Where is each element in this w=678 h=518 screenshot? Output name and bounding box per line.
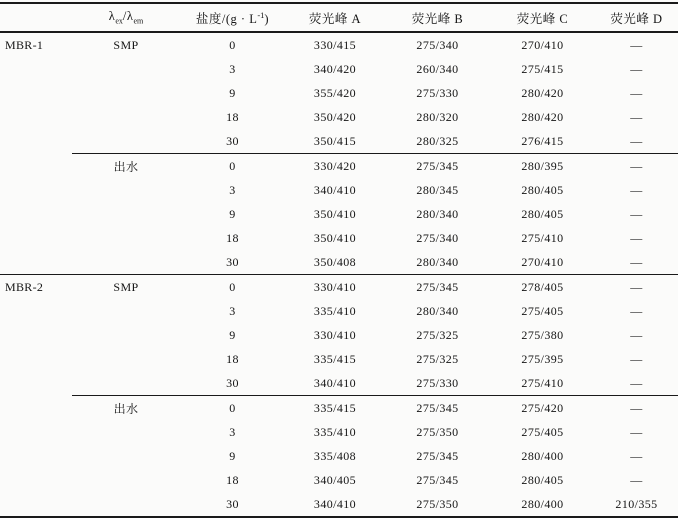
- cell-source: [72, 420, 180, 444]
- cell-peak-b: 275/345: [416, 448, 459, 463]
- table-row: [0, 347, 678, 371]
- cell-salinity: 0: [180, 396, 285, 421]
- fluorescence-peaks-table: [0, 2, 678, 518]
- cell-sample: [0, 444, 72, 468]
- cell-salinity: 30: [226, 254, 239, 269]
- table-row: [0, 396, 678, 421]
- header-sample: [0, 3, 72, 32]
- cell-peak-b: 275/325: [416, 327, 459, 342]
- header-lambda-ex-em: $\lambda_{ex}/\lambda_{em}$: [72, 3, 180, 32]
- cell-salinity: 9: [229, 327, 236, 342]
- cell-salinity: 9: [229, 206, 236, 221]
- cell-peak-c: 275/395: [521, 351, 564, 366]
- table-row: [0, 250, 678, 275]
- cell-sample: [0, 226, 72, 250]
- table-row: [0, 371, 678, 396]
- cell-peak-b: 275/325: [416, 351, 459, 366]
- cell-peak-a: 350/420: [313, 109, 357, 124]
- cell-peak-a: 350/410: [313, 206, 357, 221]
- table-row: [0, 105, 678, 129]
- header-salinity: 盐度$/(g \cdot L^{-1})$: [180, 3, 285, 32]
- table-header: [0, 3, 678, 32]
- table-row: [0, 420, 678, 444]
- cell-salinity: 3: [229, 182, 236, 197]
- cell-peak-c: 275/410: [521, 230, 564, 245]
- cell-peak-c: 280/400: [521, 496, 564, 511]
- cell-peak-d: —: [630, 448, 643, 463]
- cell-peak-d: —: [630, 230, 643, 245]
- cell-source: SMP: [72, 275, 180, 300]
- cell-sample: [0, 178, 72, 202]
- cell-sample: [0, 202, 72, 226]
- cell-peak-b: 275/340: [416, 230, 459, 245]
- cell-sample: [0, 57, 72, 81]
- cell-sample: [0, 81, 72, 105]
- cell-peak-d: —: [630, 351, 643, 366]
- cell-peak-b: 275/340: [416, 37, 459, 52]
- cell-sample: [0, 105, 72, 129]
- cell-peak-b: 275/350: [416, 496, 459, 511]
- cell-sample: MBR-1: [5, 37, 44, 52]
- cell-salinity: 0: [229, 37, 236, 52]
- cell-peak-b: 280/340: [416, 254, 459, 269]
- cell-peak-b: 280/340: [416, 303, 459, 318]
- cell-source: [72, 250, 180, 275]
- cell-peak-a: 335/415: [285, 396, 385, 421]
- cell-salinity: 18: [226, 109, 239, 124]
- cell-sample: [0, 323, 72, 347]
- cell-salinity: 3: [229, 303, 236, 318]
- cell-peak-d: —: [630, 375, 643, 390]
- cell-source: [72, 468, 180, 492]
- cell-salinity: 18: [226, 351, 239, 366]
- cell-sample: [0, 129, 72, 154]
- cell-peak-d: —: [630, 182, 643, 197]
- cell-peak-d: —: [595, 154, 678, 179]
- cell-peak-c: 275/380: [521, 327, 564, 342]
- cell-peak-a: 330/415: [313, 37, 357, 52]
- cell-sample: [0, 347, 72, 371]
- cell-peak-d: —: [630, 327, 643, 342]
- cell-sample: [0, 468, 72, 492]
- cell-peak-b: 275/330: [416, 375, 459, 390]
- table-row: [0, 154, 678, 179]
- cell-salinity: 18: [226, 472, 239, 487]
- cell-peak-d: —: [630, 109, 643, 124]
- cell-peak-d: —: [595, 275, 678, 300]
- cell-source: [72, 226, 180, 250]
- cell-peak-a: 350/410: [313, 230, 357, 245]
- cell-salinity: 0: [180, 275, 285, 300]
- cell-peak-c: 280/420: [521, 109, 564, 124]
- cell-source: [72, 129, 180, 154]
- cell-peak-b: 275/345: [385, 154, 490, 179]
- table-row: [0, 468, 678, 492]
- cell-salinity: 0: [180, 154, 285, 179]
- cell-source: [72, 323, 180, 347]
- cell-peak-b: 275/345: [385, 275, 490, 300]
- cell-source: [72, 347, 180, 371]
- cell-peak-a: 340/420: [313, 61, 357, 76]
- cell-peak-d: —: [630, 61, 643, 76]
- cell-peak-c: 276/415: [521, 133, 564, 148]
- table-row: [0, 299, 678, 323]
- table-row: [0, 202, 678, 226]
- header-peak-c: 荧光峰 C: [490, 3, 595, 32]
- cell-sample: [0, 492, 72, 517]
- cell-peak-a: 340/410: [313, 375, 357, 390]
- table-row: [0, 226, 678, 250]
- cell-peak-c: 270/410: [521, 37, 564, 52]
- table-row: [0, 57, 678, 81]
- cell-peak-c: 275/405: [521, 303, 564, 318]
- cell-salinity: 30: [226, 375, 239, 390]
- cell-peak-a: 355/420: [313, 85, 357, 100]
- cell-peak-c: 275/420: [490, 396, 595, 421]
- header-row: [0, 3, 678, 32]
- cell-peak-b: 275/345: [385, 396, 490, 421]
- table-row: [0, 32, 678, 57]
- cell-peak-c: 278/405: [490, 275, 595, 300]
- cell-sample: MBR-2: [0, 275, 72, 300]
- cell-peak-b: 275/350: [416, 424, 459, 439]
- cell-salinity: 9: [229, 448, 236, 463]
- cell-peak-d: —: [630, 303, 643, 318]
- cell-peak-a: 340/405: [313, 472, 357, 487]
- cell-peak-c: 280/405: [521, 472, 564, 487]
- cell-peak-b: 280/325: [416, 133, 459, 148]
- cell-source: 出水: [72, 154, 180, 179]
- cell-source: SMP: [113, 37, 139, 52]
- cell-sample: [0, 396, 72, 421]
- cell-peak-d: —: [595, 396, 678, 421]
- cell-peak-c: 275/410: [521, 375, 564, 390]
- cell-peak-a: 335/415: [313, 351, 357, 366]
- cell-source: [72, 444, 180, 468]
- cell-peak-c: 270/410: [521, 254, 564, 269]
- cell-source: [72, 202, 180, 226]
- table-row: [0, 129, 678, 154]
- table-row: [0, 492, 678, 517]
- cell-peak-a: 335/408: [313, 448, 357, 463]
- cell-peak-b: 275/330: [416, 85, 459, 100]
- header-peak-d: 荧光峰 D: [595, 3, 678, 32]
- cell-peak-d: —: [630, 206, 643, 221]
- cell-sample: [0, 250, 72, 275]
- cell-peak-a: 350/415: [313, 133, 357, 148]
- cell-peak-a: 350/408: [313, 254, 357, 269]
- cell-source: [72, 81, 180, 105]
- cell-sample: [0, 154, 72, 179]
- cell-peak-d: —: [630, 37, 643, 52]
- table-row: [0, 81, 678, 105]
- cell-source: 出水: [72, 396, 180, 421]
- header-peak-a: 荧光峰 A: [285, 3, 385, 32]
- cell-peak-a: 330/420: [285, 154, 385, 179]
- cell-peak-b: 280/320: [416, 109, 459, 124]
- cell-peak-d: —: [630, 85, 643, 100]
- cell-source: [72, 178, 180, 202]
- cell-salinity: 30: [226, 133, 239, 148]
- cell-peak-d: —: [630, 254, 643, 269]
- cell-source: [72, 299, 180, 323]
- cell-source: [72, 105, 180, 129]
- cell-peak-b: 280/345: [416, 182, 459, 197]
- cell-peak-a: 330/410: [285, 275, 385, 300]
- cell-salinity: 30: [226, 496, 239, 511]
- cell-peak-a: 335/410: [313, 424, 357, 439]
- cell-peak-a: 330/410: [313, 327, 357, 342]
- table-row: [0, 323, 678, 347]
- cell-source: [72, 57, 180, 81]
- cell-sample: [0, 371, 72, 396]
- header-peak-b: 荧光峰 B: [385, 3, 490, 32]
- table-row: [0, 444, 678, 468]
- cell-peak-c: 280/405: [521, 206, 564, 221]
- cell-peak-a: 335/410: [313, 303, 357, 318]
- cell-sample: [0, 299, 72, 323]
- cell-peak-d: —: [630, 472, 643, 487]
- cell-peak-b: 280/340: [416, 206, 459, 221]
- cell-peak-c: 275/415: [521, 61, 564, 76]
- cell-peak-c: 275/405: [521, 424, 564, 439]
- cell-source: [72, 492, 180, 517]
- cell-peak-c: 280/395: [490, 154, 595, 179]
- cell-peak-d: —: [630, 424, 643, 439]
- cell-source: [72, 371, 180, 396]
- table-row: [0, 178, 678, 202]
- cell-salinity: 9: [229, 85, 236, 100]
- cell-salinity: 18: [226, 230, 239, 245]
- cell-salinity: 3: [229, 424, 236, 439]
- cell-peak-a: 340/410: [313, 182, 357, 197]
- table-body: [0, 32, 678, 517]
- cell-peak-a: 340/410: [313, 496, 357, 511]
- cell-peak-b: 260/340: [416, 61, 459, 76]
- cell-peak-c: 280/400: [521, 448, 564, 463]
- cell-salinity: 3: [229, 61, 236, 76]
- cell-peak-b: 275/345: [416, 472, 459, 487]
- cell-peak-c: 280/405: [521, 182, 564, 197]
- cell-sample: [0, 420, 72, 444]
- cell-peak-d: 210/355: [615, 496, 658, 511]
- table-row: [0, 275, 678, 300]
- cell-peak-d: —: [630, 133, 643, 148]
- cell-peak-c: 280/420: [521, 85, 564, 100]
